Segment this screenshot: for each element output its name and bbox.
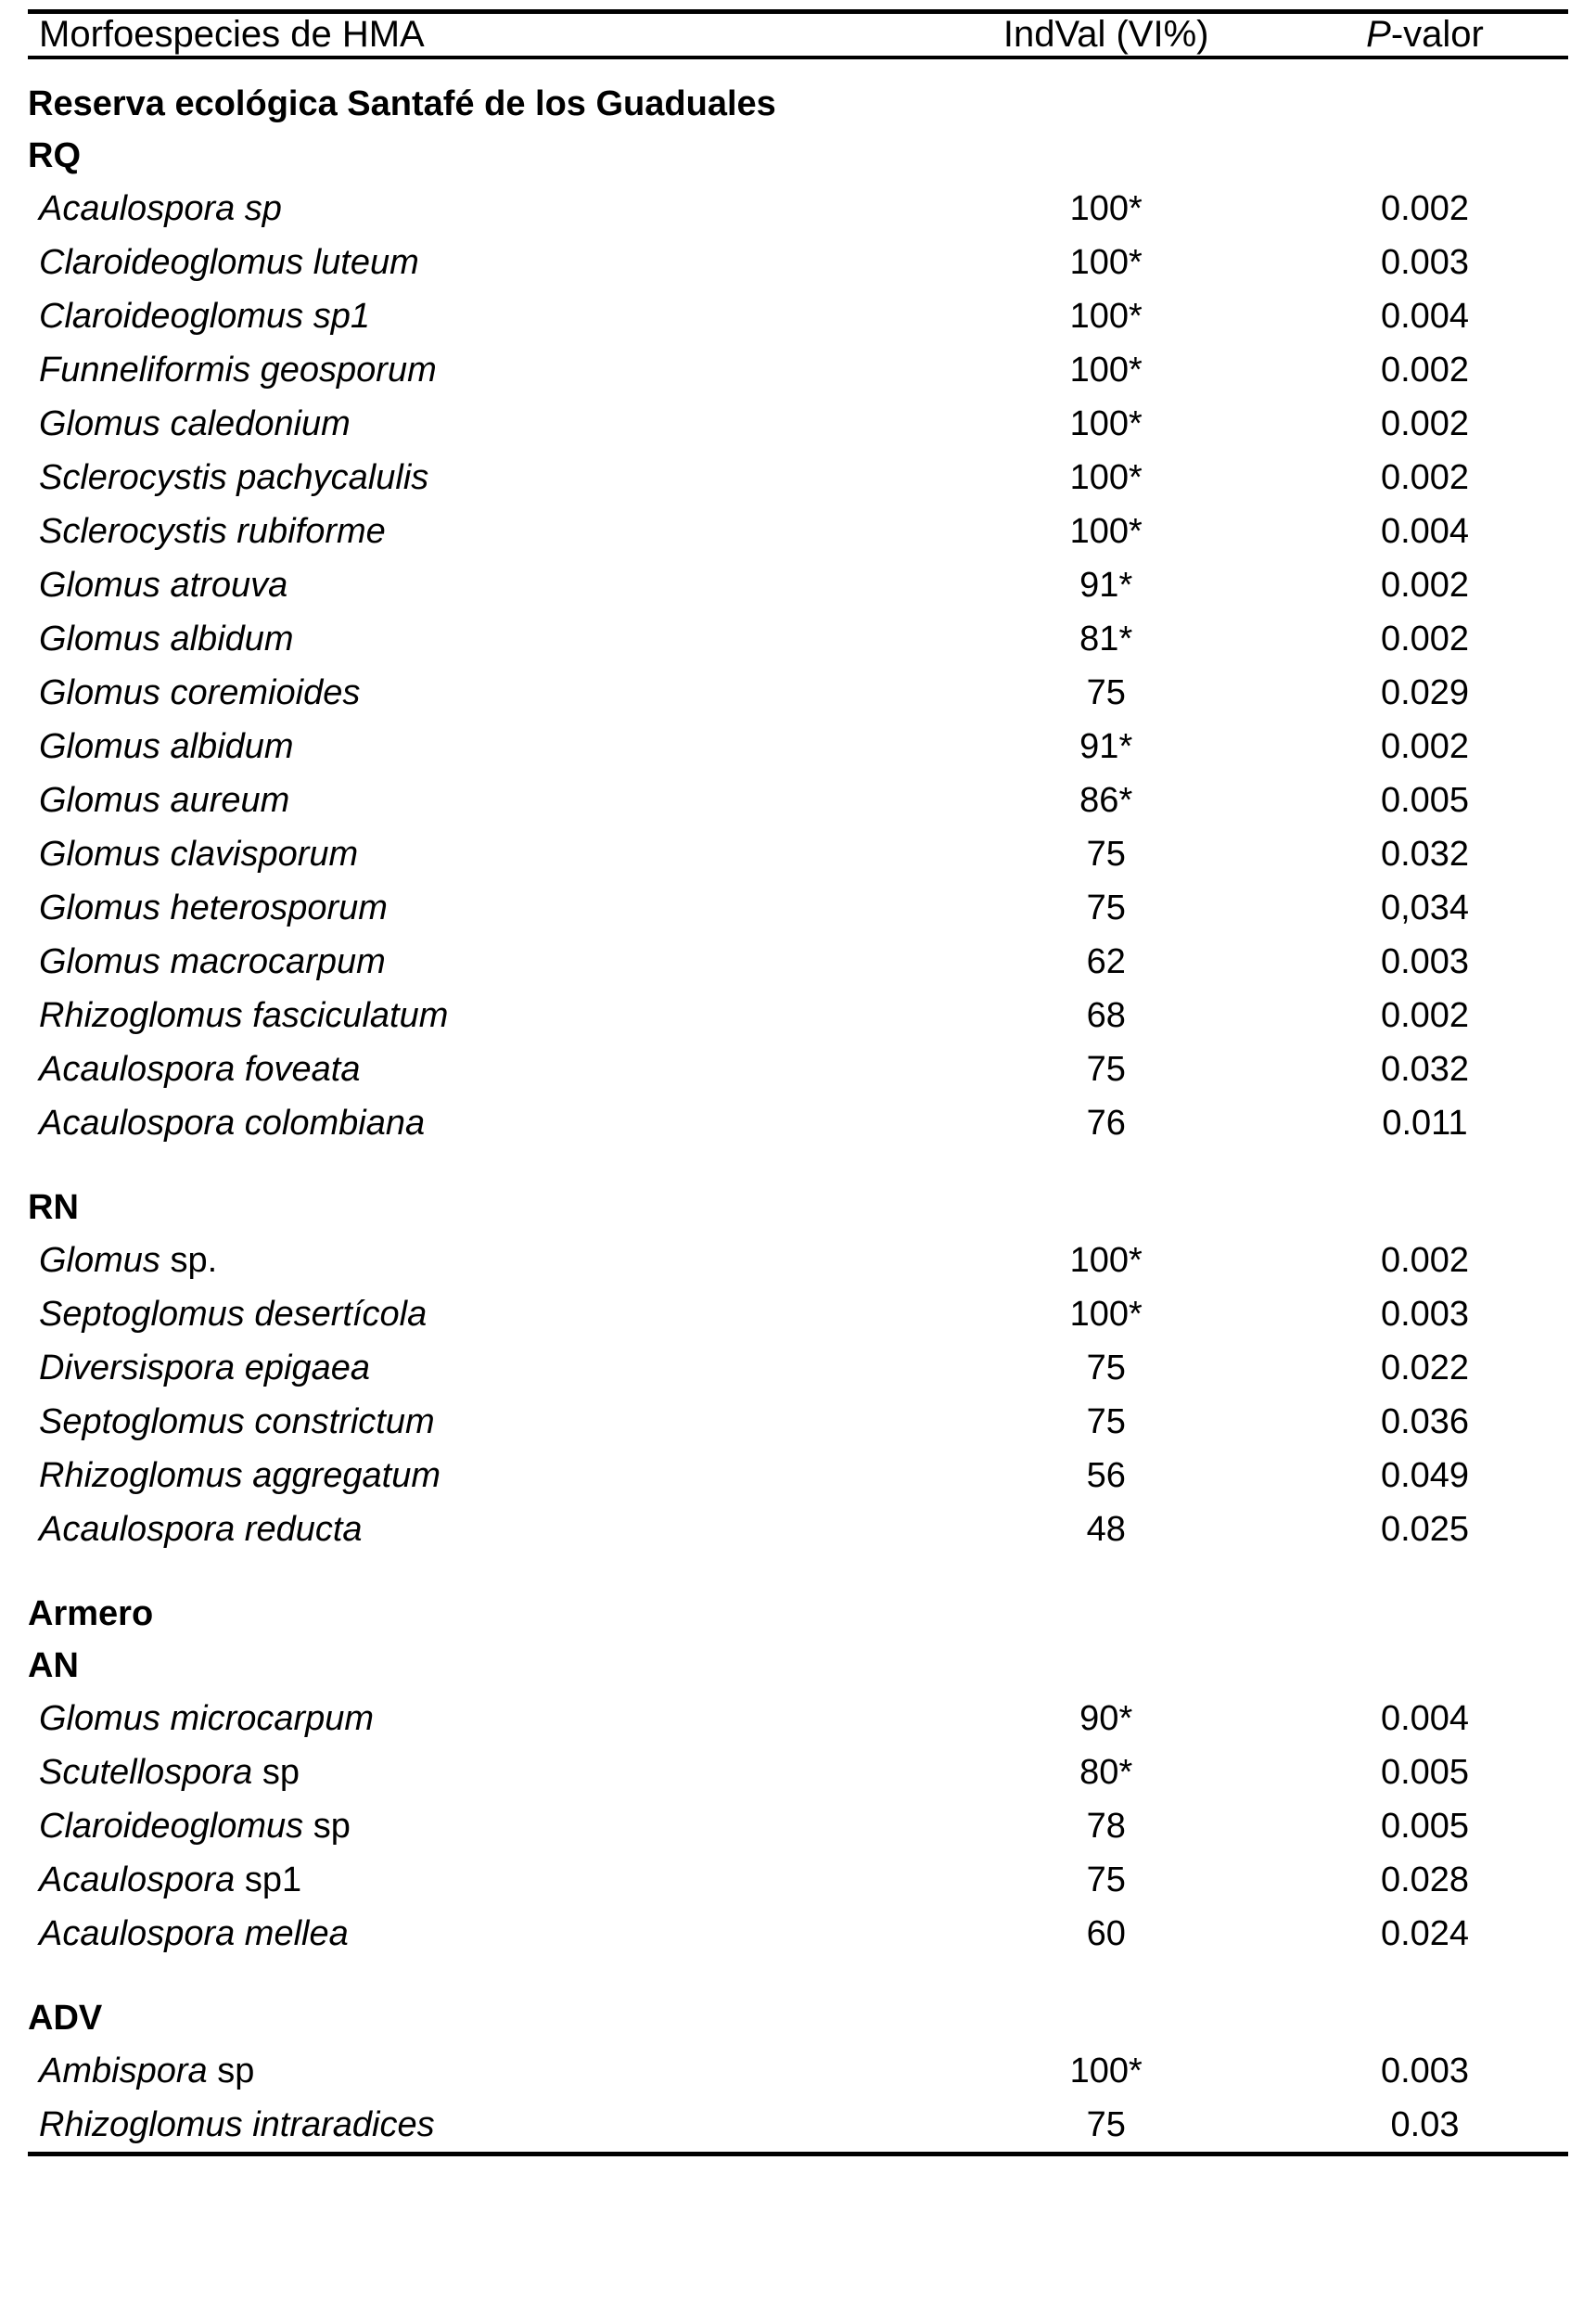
pvalue-value: 0.002 (1380, 404, 1470, 443)
species-name: Acaulospora mellea (39, 1914, 349, 1953)
species-name: Acaulospora sp1 (39, 1860, 302, 1899)
table-row (28, 558, 1568, 612)
table-row (28, 1799, 1568, 1853)
indval-value: 78 (1086, 1807, 1126, 1846)
indval-value: 76 (1086, 1104, 1126, 1143)
species-name: Ambispora sp (39, 2052, 255, 2090)
indval-value: 100* (1069, 2052, 1143, 2090)
row-spacer (28, 1961, 1568, 1992)
indval-value: 75 (1086, 889, 1126, 927)
indval-value: 100* (1069, 297, 1143, 336)
species-name: Glomus heterosporum (39, 889, 388, 927)
table-row (28, 397, 1568, 451)
species-name: Septoglomus constrictum (39, 1402, 435, 1441)
species-name: Glomus clavisporum (39, 835, 359, 874)
table-row (28, 2098, 1568, 2152)
table-row (28, 343, 1568, 397)
indval-value: 75 (1086, 1349, 1126, 1387)
spacer-cell (28, 1961, 1568, 1992)
species-name: Rhizoglomus fasciculatum (39, 996, 449, 1035)
row-spacer (28, 1556, 1568, 1588)
species-name: Rhizoglomus aggregatum (39, 1456, 441, 1495)
pvalue-value: 0.002 (1380, 996, 1470, 1035)
table-row (28, 289, 1568, 343)
section-title: Armero (28, 1594, 154, 1633)
indval-value: 75 (1086, 835, 1126, 874)
species-name-suffix: sp (217, 2052, 255, 2090)
table-row (28, 1692, 1568, 1745)
indval-value: 62 (1086, 942, 1126, 981)
species-name: Claroideoglomus luteum (39, 243, 419, 282)
species-name-suffix: sp (262, 1753, 300, 1792)
pvalue-value: 0.005 (1380, 1753, 1470, 1792)
table-row (28, 720, 1568, 773)
species-name: Sclerocystis pachycalulis (39, 458, 429, 497)
table-row (28, 1287, 1568, 1341)
pvalue-value: 0.003 (1380, 942, 1470, 981)
section-title-row (28, 1588, 1568, 1640)
pvalor-italic-p: P (1366, 14, 1391, 55)
spacer-cell (28, 1556, 1568, 1588)
indval-value: 75 (1086, 2105, 1126, 2144)
table-row (28, 1502, 1568, 1556)
pvalue-value: 0.002 (1380, 351, 1470, 390)
pvalue-value: 0.028 (1380, 1860, 1470, 1899)
section-title-row (28, 78, 1568, 130)
column-header-indval: IndVal (VI%) (1002, 14, 1209, 55)
pvalue-value: 0.003 (1380, 1295, 1470, 1334)
table-row (28, 2044, 1568, 2098)
pvalue-value: 0.024 (1380, 1914, 1470, 1953)
pvalue-value: 0.022 (1380, 1349, 1470, 1387)
indval-value: 75 (1086, 673, 1126, 712)
species-name: Glomus albidum (39, 620, 294, 658)
indval-value: 60 (1086, 1914, 1126, 1953)
pvalor-suffix: -valor (1390, 14, 1484, 55)
pvalue-value: 0.011 (1382, 1104, 1468, 1143)
species-name: Sclerocystis rubiforme (39, 512, 386, 551)
indval-value: 100* (1069, 351, 1143, 390)
pvalue-value: 0.002 (1380, 189, 1470, 228)
species-name: Glomus macrocarpum (39, 942, 386, 981)
header-row (28, 14, 1568, 56)
spacer-cell (28, 59, 1568, 78)
species-name: Glomus caledonium (39, 404, 351, 443)
pvalue-value: 0.032 (1380, 1050, 1470, 1089)
pvalue-value: 0.004 (1380, 1699, 1470, 1738)
data-table (28, 59, 1568, 2152)
pvalue-value: 0.002 (1380, 1241, 1470, 1280)
column-header-pvalor (1291, 14, 1568, 56)
table-row (28, 1745, 1568, 1799)
subgroup-label-row (28, 130, 1568, 182)
table-row (28, 989, 1568, 1042)
table-row (28, 505, 1568, 558)
indval-value: 75 (1086, 1860, 1126, 1899)
indval-value: 91* (1079, 727, 1133, 766)
bottom-rule (28, 2152, 1568, 2156)
table-row (28, 1907, 1568, 1961)
species-name: Diversispora epigaea (39, 1349, 370, 1387)
table-row (28, 1395, 1568, 1449)
indval-value: 56 (1086, 1456, 1126, 1495)
pvalue-value: 0.036 (1380, 1402, 1470, 1441)
species-name: Claroideoglomus sp (39, 1807, 351, 1846)
species-name: Glomus albidum (39, 727, 294, 766)
species-name: Glomus sp. (39, 1241, 218, 1280)
species-name: Glomus aureum (39, 781, 290, 820)
table-row (28, 1341, 1568, 1395)
indval-value: 48 (1086, 1510, 1126, 1549)
table-row (28, 236, 1568, 289)
row-spacer (28, 59, 1568, 78)
indval-value: 91* (1079, 566, 1133, 605)
species-name: Acaulospora sp (39, 189, 282, 228)
indval-value: 75 (1086, 1050, 1126, 1089)
pvalue-value: 0.03 (1390, 2105, 1460, 2144)
subgroup-label: RQ (28, 136, 81, 175)
indval-value: 100* (1069, 404, 1143, 443)
table-row (28, 451, 1568, 505)
species-name: Acaulospora reducta (39, 1510, 363, 1549)
table-row (28, 1853, 1568, 1907)
pvalue-value: 0,034 (1380, 889, 1470, 927)
table-row (28, 612, 1568, 666)
pvalue-value: 0.002 (1380, 727, 1470, 766)
pvalue-value: 0.002 (1380, 566, 1470, 605)
indval-value: 100* (1069, 1295, 1143, 1334)
table-row (28, 1042, 1568, 1096)
pvalue-value: 0.003 (1380, 2052, 1470, 2090)
species-name: Claroideoglomus sp1 (39, 297, 370, 336)
table-row (28, 182, 1568, 236)
spacer-cell (28, 1150, 1568, 1182)
indval-value: 100* (1069, 189, 1143, 228)
subgroup-label: AN (28, 1646, 79, 1685)
indval-value: 90* (1079, 1699, 1133, 1738)
indval-value: 100* (1069, 243, 1143, 282)
table-row (28, 881, 1568, 935)
table-row (28, 773, 1568, 827)
pvalue-value: 0.025 (1380, 1510, 1470, 1549)
species-name: Funneliformis geosporum (39, 351, 437, 390)
header-table (28, 14, 1568, 56)
indval-value: 86* (1079, 781, 1133, 820)
pvalue-value: 0.002 (1380, 620, 1470, 658)
table-row (28, 666, 1568, 720)
species-name-suffix: sp1 (244, 1860, 302, 1899)
species-name: Glomus microcarpum (39, 1699, 375, 1738)
species-name: Rhizoglomus intraradices (39, 2105, 435, 2144)
pvalue-value: 0.004 (1380, 512, 1470, 551)
subgroup-label-row (28, 1182, 1568, 1234)
table-row (28, 1096, 1568, 1150)
pvalue-value: 0.004 (1380, 297, 1470, 336)
indval-value: 68 (1086, 996, 1126, 1035)
pvalue-value: 0.005 (1380, 781, 1470, 820)
subgroup-label: ADV (28, 1999, 103, 2038)
species-name: Glomus atrouva (39, 566, 288, 605)
subgroup-label: RN (28, 1188, 79, 1227)
indval-value: 75 (1086, 1402, 1126, 1441)
species-name-suffix: sp (313, 1807, 351, 1846)
indval-value: 80* (1079, 1753, 1133, 1792)
species-name: Glomus coremioides (39, 673, 361, 712)
table-row (28, 1234, 1568, 1287)
table-page (0, 9, 1596, 2156)
table-row (28, 1449, 1568, 1502)
species-name-suffix: sp. (170, 1241, 218, 1280)
indval-value: 81* (1079, 620, 1133, 658)
species-name: Scutellospora sp (39, 1753, 300, 1792)
species-name: Acaulospora colombiana (39, 1104, 426, 1143)
indval-value: 100* (1069, 458, 1143, 497)
column-header-morfoespecies: Morfoespecies de HMA (39, 14, 425, 55)
table-row (28, 827, 1568, 881)
table-row (28, 935, 1568, 989)
pvalue-value: 0.032 (1380, 835, 1470, 874)
pvalue-value: 0.049 (1380, 1456, 1470, 1495)
section-title: Reserva ecológica Santafé de los Guaduales (28, 84, 776, 123)
pvalue-value: 0.029 (1380, 673, 1470, 712)
species-name: Septoglomus desertícola (39, 1295, 428, 1334)
subgroup-label-row (28, 1992, 1568, 2044)
species-name: Acaulospora foveata (39, 1050, 361, 1089)
indval-value: 100* (1069, 512, 1143, 551)
pvalue-value: 0.003 (1380, 243, 1470, 282)
pvalue-value: 0.005 (1380, 1807, 1470, 1846)
indval-value: 100* (1069, 1241, 1143, 1280)
row-spacer (28, 1150, 1568, 1182)
subgroup-label-row (28, 1640, 1568, 1692)
pvalue-value: 0.002 (1380, 458, 1470, 497)
